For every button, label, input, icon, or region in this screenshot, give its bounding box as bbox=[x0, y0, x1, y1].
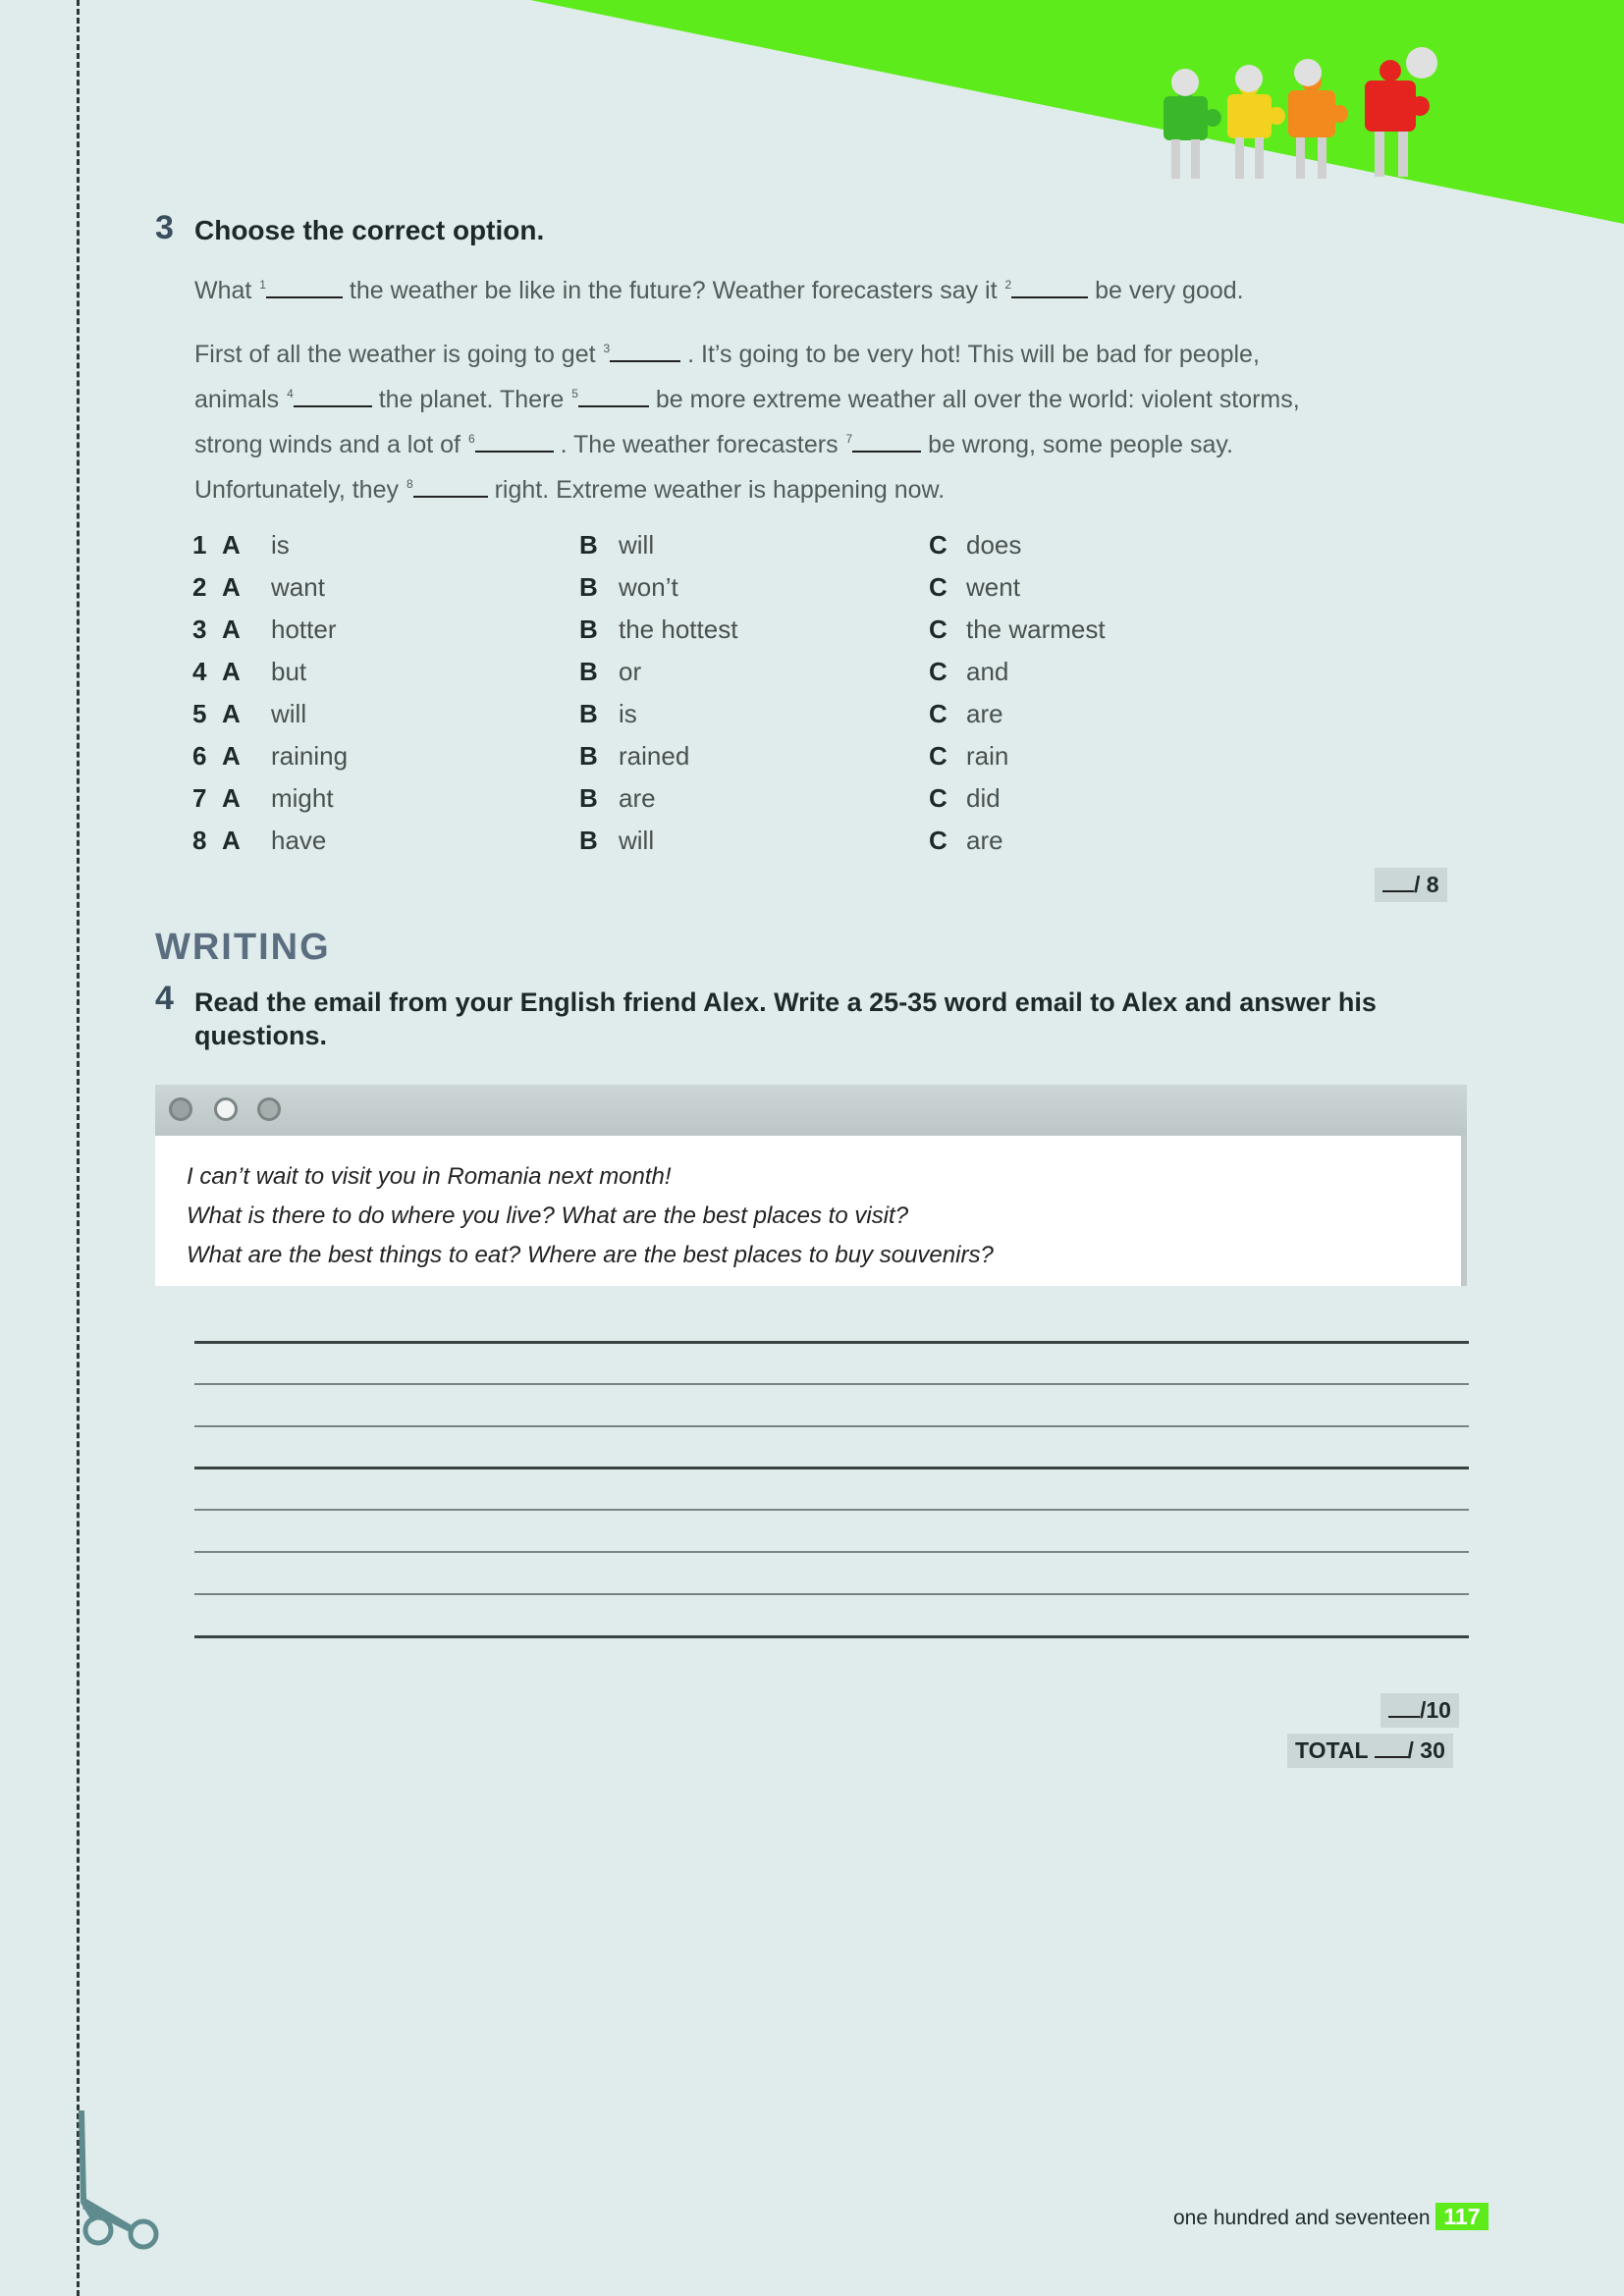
option-row-6: 6 A raining B rained C rain bbox=[192, 741, 1009, 771]
writing-line[interactable] bbox=[194, 1341, 1469, 1344]
page-number-words: one hundred and seventeen bbox=[1173, 2207, 1431, 2229]
exercise-3-title: Choose the correct option. bbox=[194, 215, 545, 245]
cut-line bbox=[77, 0, 80, 2296]
exercise-4-score: /10 bbox=[1380, 1693, 1459, 1728]
option-row-3: 3 A hotter B the hottest C the warmest bbox=[192, 614, 1106, 644]
option-row-5: 5 A will B is C are bbox=[192, 699, 1003, 728]
option-row-8: 8 A have B will C are bbox=[192, 826, 1003, 855]
window-close-icon[interactable] bbox=[169, 1097, 192, 1121]
writing-line[interactable] bbox=[194, 1593, 1469, 1595]
total-score: TOTAL / 30 bbox=[1287, 1734, 1453, 1768]
option-row-4: 4 A but B or C and bbox=[192, 657, 1009, 686]
writing-line[interactable] bbox=[194, 1383, 1469, 1385]
email-body bbox=[155, 1136, 1467, 1286]
exercise-3-paragraph: First of all the weather is going to get $^3$ . It’s going to be very hot! This will be bad for people, animals $^4$ the planet. There $^5$ be more extreme weather all over the world: violent storms, strong winds and a lot of $^6$ . The weather forecasters $^7$ be wrong, some people say. Unfortunately, they $^8$ right. Extreme weather is happening now. bbox=[194, 341, 1300, 504]
writing-line[interactable] bbox=[194, 1551, 1469, 1553]
email-window bbox=[155, 1085, 1467, 1286]
exercise-3-number: 3 bbox=[155, 209, 174, 246]
writing-heading: WRITING bbox=[155, 927, 331, 968]
page-footer bbox=[1173, 2204, 1489, 2230]
exercise-4-instructions: Read the email from your English friend Alex. Write a 25-35 word email to Alex and answer his questions. bbox=[194, 988, 1377, 1050]
option-row-1: 1 A is B will C does bbox=[192, 530, 1022, 560]
window-minimize-icon[interactable] bbox=[214, 1097, 238, 1121]
writing-line[interactable] bbox=[194, 1467, 1469, 1469]
page-number: 117 bbox=[1435, 2203, 1488, 2230]
header-corner-decoration bbox=[0, 0, 1624, 236]
exercise-4-number: 4 bbox=[155, 980, 174, 1017]
email-line-3: What are the best things to eat? Where are the best places to buy souvenirs? bbox=[187, 1242, 994, 1268]
writing-line[interactable] bbox=[194, 1635, 1469, 1638]
window-maximize-icon[interactable] bbox=[257, 1097, 281, 1121]
option-row-2: 2 A want B won’t C went bbox=[192, 572, 1020, 602]
scissors-icon bbox=[65, 2110, 173, 2258]
writing-line[interactable] bbox=[194, 1509, 1469, 1511]
email-line-1: I can’t wait to visit you in Romania next month! bbox=[187, 1163, 672, 1190]
exercise-3-line-1: What $^1$ the weather be like in the future? Weather forecasters say it $^2$ be very good. bbox=[194, 277, 1244, 304]
exercise-3-score: / 8 bbox=[1375, 868, 1447, 902]
email-line-2: What is there to do where you live? What are the best places to visit? bbox=[187, 1202, 909, 1229]
writing-line[interactable] bbox=[194, 1425, 1469, 1427]
option-row-7: 7 A might B are C did bbox=[192, 783, 1001, 813]
email-title-bar bbox=[155, 1085, 1467, 1136]
